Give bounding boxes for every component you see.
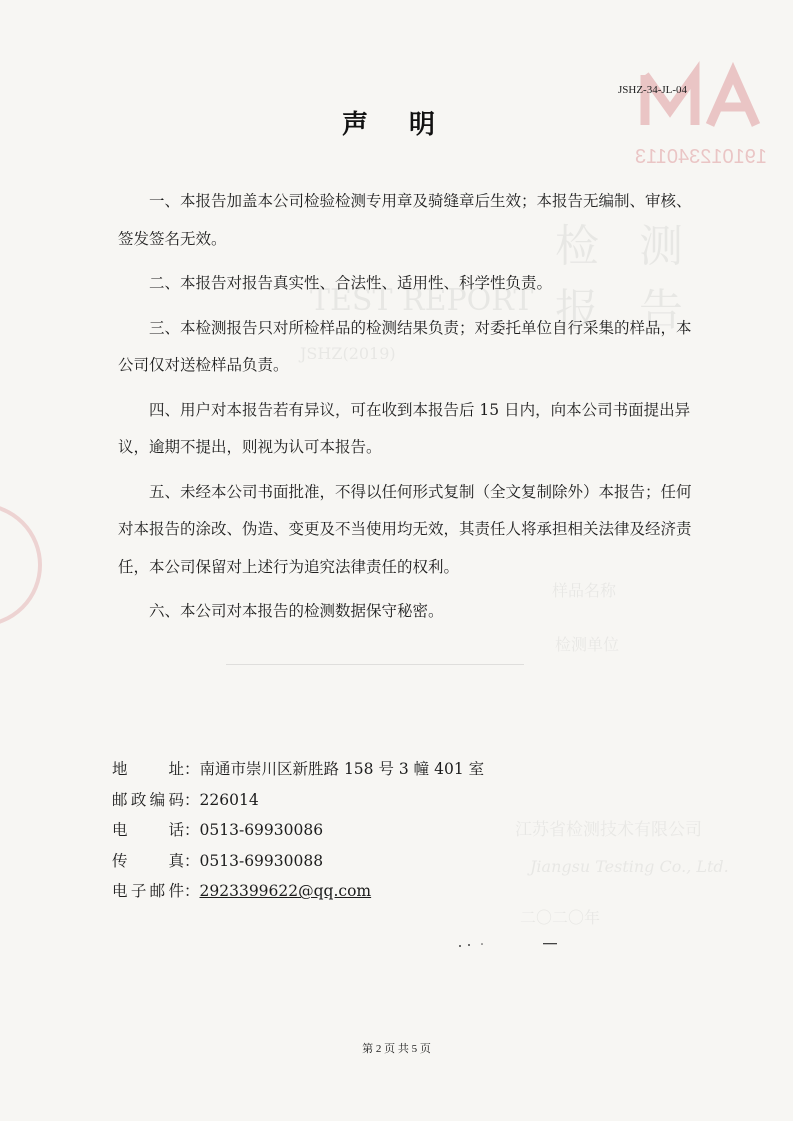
postcode-label: 邮政编码	[112, 790, 184, 809]
address-value: 南通市崇川区新胜路 158 号 3 幢 401 室	[199, 760, 485, 778]
email-row	[112, 876, 484, 907]
svg-text:191012340113: 191012340113	[635, 146, 767, 168]
colon: ：	[184, 760, 200, 778]
phone-value: 0513-69930086	[199, 821, 324, 840]
colon: ：	[184, 790, 200, 809]
show-through-text: Jiangsu Testing Co., Ltd.	[530, 857, 729, 876]
postcode-value: 226014	[199, 790, 259, 809]
fax-row	[112, 846, 484, 877]
colon: ：	[184, 851, 200, 870]
declaration-paragraph: 五、未经本公司书面批准，不得以任何形式复制（全文复制除外）本报告；任何对本报告的涂改、伪造、变更及不当使用均无效，其责任人将承担相关法律及经济责任，本公司保留对上述行为追究法律责任的权利。	[118, 482, 692, 576]
fax-value: 0513-69930088	[199, 851, 324, 870]
seal-icon	[0, 490, 50, 640]
page-number: 第 2 页 共 5 页	[362, 1043, 431, 1055]
colon: ：	[184, 821, 200, 840]
declaration-body	[118, 183, 693, 631]
declaration-paragraph: 四、用户对本报告若有异议，可在收到本报告后 15 日内，向本公司书面提出异议，逾期不提出，则视为认可本报告。	[118, 400, 691, 456]
show-through-text: 检测单位	[555, 635, 620, 654]
colon: ：	[184, 882, 200, 901]
show-through-text: 二〇二〇年	[520, 908, 601, 927]
email-link[interactable]: 2923399622@qq.com	[199, 882, 372, 901]
address-label: 地 址	[112, 760, 184, 778]
contact-info	[112, 754, 484, 907]
declaration-paragraph: 二、本报告对报告真实性、合法性、适用性、科学性负责。	[149, 274, 553, 292]
declaration-paragraph: 三、本检测报告只对所检样品的检测结果负责；对委托单位自行采集的样品，本公司仅对送检样品负责。	[118, 318, 692, 374]
show-through-text: 检测报告	[555, 221, 723, 336]
show-through-line	[226, 664, 524, 665]
page-title: 声 明	[341, 110, 452, 140]
declaration-paragraph: 六、本公司对本报告的检测数据保守秘密。	[149, 602, 444, 620]
show-through-text: JSHZ(2019)	[300, 344, 396, 363]
address-row	[112, 754, 484, 785]
show-through-text: 江苏省检测技术有限公司	[515, 820, 702, 840]
phone-label: 电 话	[112, 821, 184, 840]
show-through-text: 样品名称	[552, 581, 617, 600]
postcode-row	[112, 785, 484, 816]
document-code: JSHZ-34-JL-04	[618, 84, 688, 96]
phone-row	[112, 815, 484, 846]
show-through-text: TEST REPORT	[310, 283, 534, 318]
scan-speck-icon	[455, 938, 565, 950]
declaration-paragraph: 一、本报告加盖本公司检验检测专用章及骑缝章后生效；本报告无编制、审核、签发签名无效。	[118, 192, 692, 248]
email-label: 电子邮件	[112, 882, 184, 901]
fax-label: 传 真	[112, 851, 184, 870]
